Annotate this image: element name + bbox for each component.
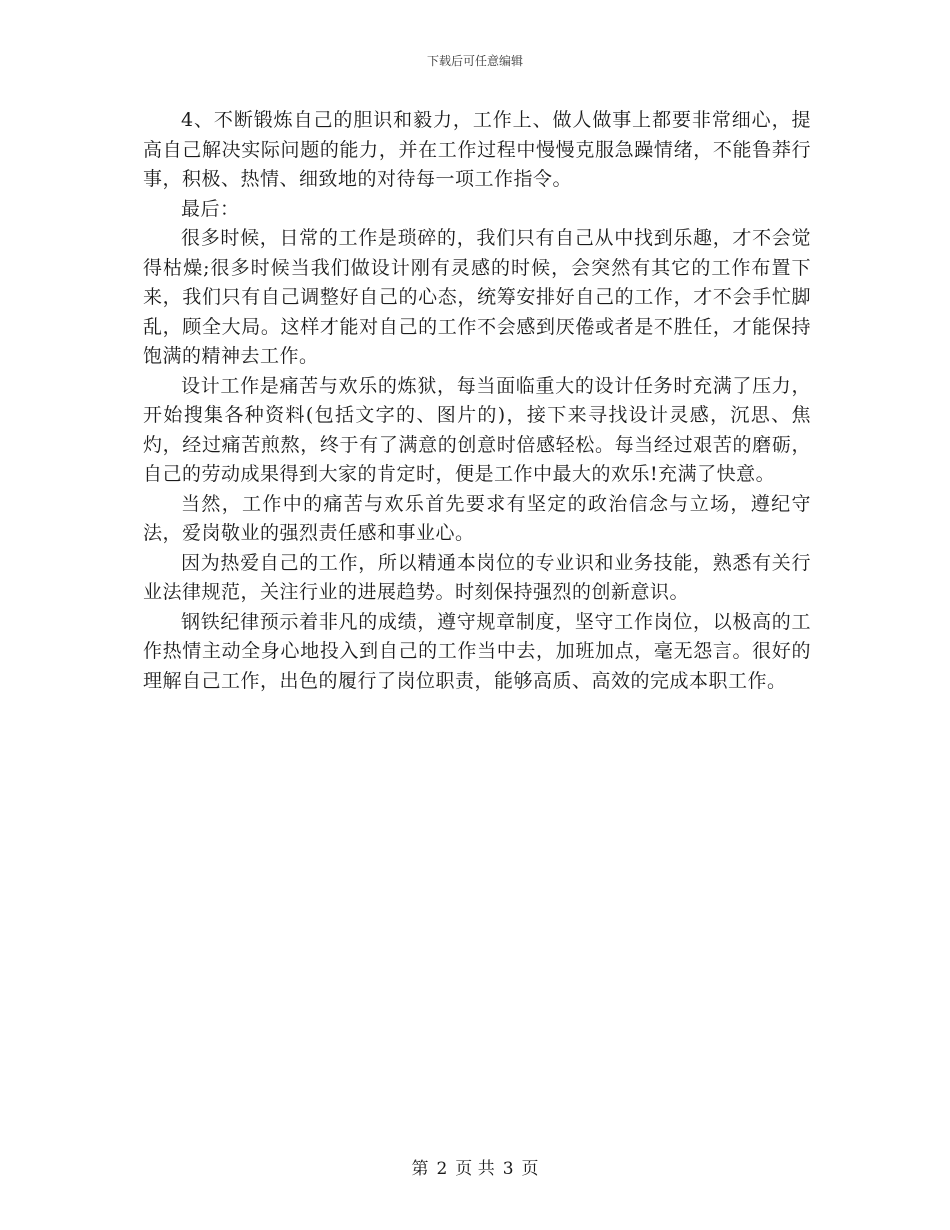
footer-suffix: 页 [521, 1159, 539, 1179]
paragraph-finally-heading: 最后： [181, 197, 240, 220]
document-body [143, 106, 811, 696]
footer-prefix: 第 [411, 1159, 429, 1179]
paragraph-design-work: 设计工作是痛苦与欢乐的炼狱，每当面临重大的设计任务时充满了压力，开始搜集各种资料(包括文字的、图片的)，接下来寻找设计灵感，沉思、焦灼，经过痛苦煎熬，终于有了满意的创意时倍感轻松。每当经过艰苦的磨砺，自己的劳动成果得到大家的肯定时，便是工作中最大的欢乐!充满了快意。 [143, 374, 811, 485]
footer-current-page: 2 [436, 1159, 448, 1179]
page-header-note: 下载后可任意编辑 [426, 54, 523, 68]
paragraph-item-4: 4、不断锻炼自己的胆识和毅力，工作上、做人做事上都要非常细心，提高自己解决实际问题的能力，并在工作过程中慢慢克服急躁情绪，不能鲁莽行事，积极、热情、细致地的对待每一项工作指令。 [143, 109, 811, 190]
paragraph-daily-work: 很多时候，日常的工作是琐碎的，我们只有自己从中找到乐趣，才不会觉得枯燥;很多时候当我们做设计刚有灵感的时候，会突然有其它的工作布置下来，我们只有自己调整好自己的心态，统筹安排好自己的工作，才不会手忙脚乱，顾全大局。这样才能对自己的工作不会感到厌倦或者是不胜任，才能保持饱满的精神去工作。 [143, 227, 811, 367]
footer-mid: 页 共 [455, 1159, 495, 1179]
page-footer [0, 1154, 950, 1179]
footer-total-pages: 3 [502, 1159, 514, 1179]
paragraph-love-of-work: 因为热爱自己的工作，所以精通本岗位的专业识和业务技能，熟悉有关行业法律规范，关注行业的进展趋势。时刻保持强烈的创新意识。 [143, 551, 811, 603]
paragraph-political-belief: 当然，工作中的痛苦与欢乐首先要求有坚定的政治信念与立场，遵纪守法，爱岗敬业的强烈责任感和事业心。 [143, 492, 811, 544]
paragraph-discipline: 钢铁纪律预示着非凡的成绩，遵守规章制度，坚守工作岗位，以极高的工作热情主动全身心地投入到自己的工作当中去，加班加点，毫无怨言。很好的理解自己工作，出色的履行了岗位职责，能够高质、高效的完成本职工作。 [143, 610, 811, 692]
